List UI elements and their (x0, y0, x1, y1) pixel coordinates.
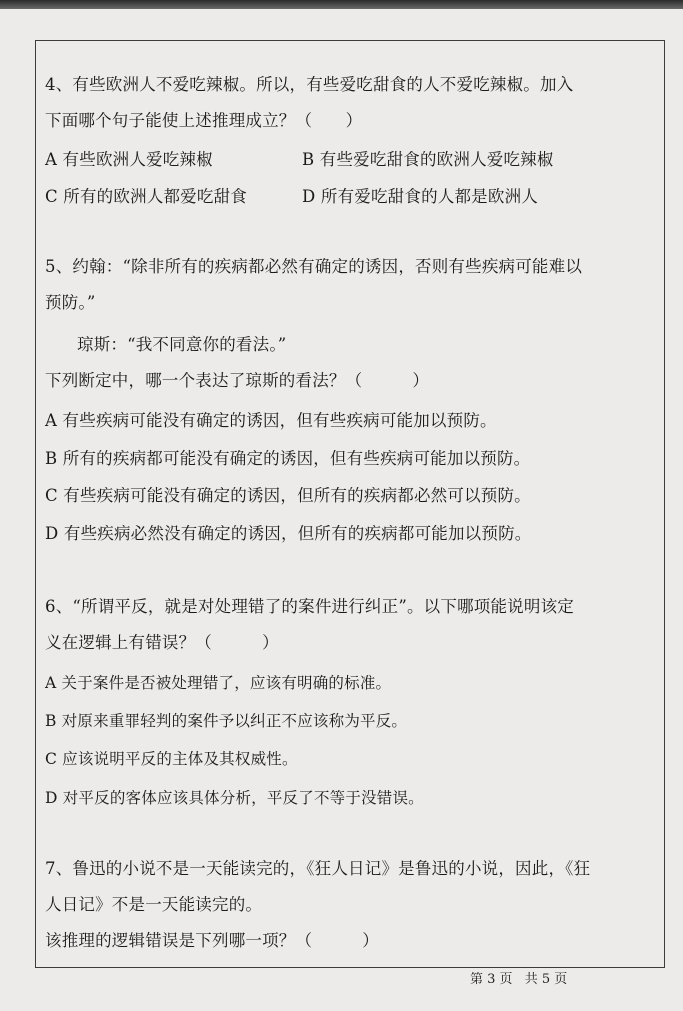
q7-stem-line-3: 该推理的逻辑错误是下列哪一项？（ ） (45, 931, 379, 950)
q7-stem-line-1: 7、鲁迅的小说不是一天能读完的，《狂人日记》是鲁迅的小说，因此，《狂 (45, 859, 591, 878)
q7-stem-line-2: 人日记》不是一天能读完的。 (45, 895, 263, 914)
q6-stem-line-1: 6、“所谓平反，就是对处理错了的案件进行纠正”。以下哪项能说明该定 (45, 597, 574, 616)
q6-stem-line-2: 义在逻辑上有错误？（ ） (45, 633, 279, 652)
q6-option-c: C 应该说明平反的主体及其权威性。 (45, 750, 298, 768)
q6-option-d: D 对平反的客体应该具体分析，平反了不等于没错误。 (45, 789, 424, 807)
q6-option-b: B 对原来重罪轻判的案件予以纠正不应该称为平反。 (45, 712, 408, 730)
q5-option-c: C 有些疾病可能没有确定的诱因，但所有的疾病都必然可以预防。 (45, 486, 531, 505)
q4-option-a: A 有些欧洲人爱吃辣椒 (45, 150, 213, 169)
page-footer (470, 972, 575, 988)
q4-option-d: D 所有爱吃甜食的人都是欧洲人 (302, 187, 538, 206)
q5-stem-line-2: 预防。” (45, 293, 96, 312)
q4-stem-line-2: 下面哪个句子能使上述推理成立？（ ） (45, 111, 363, 130)
page-number: 第 3 页 (470, 972, 513, 987)
q5-option-b: B 所有的疾病都可能没有确定的诱因，但有些疾病可能加以预防。 (45, 449, 531, 468)
page-total: 共 5 页 (524, 972, 568, 987)
q6-option-a: A 关于案件是否被处理错了，应该有明确的标准。 (45, 674, 392, 692)
q4-stem-line-1: 4、有些欧洲人不爱吃辣椒。所以，有些爱吃甜食的人不爱吃辣椒。加入 (45, 75, 574, 94)
q5-option-d: D 有些疾病必然没有确定的诱因，但所有的疾病都可能加以预防。 (45, 524, 532, 543)
q5-stem-line-3: 琼斯：“我不同意你的看法。” (77, 335, 287, 354)
q5-stem-line-4: 下列断定中，哪一个表达了琼斯的看法？（ ） (45, 371, 430, 390)
q5-stem-line-1: 5、约翰：“除非所有的疾病都必然有确定的诱因，否则有些疾病可能难以 (45, 257, 583, 276)
scan-edge (0, 0, 683, 9)
q4-option-b: B 有些爱吃甜食的欧洲人爱吃辣椒 (302, 150, 554, 169)
q4-option-c: C 所有的欧洲人都爱吃甜食 (45, 187, 247, 206)
q5-option-a: A 有些疾病可能没有确定的诱因，但有些疾病可能加以预防。 (45, 411, 497, 430)
